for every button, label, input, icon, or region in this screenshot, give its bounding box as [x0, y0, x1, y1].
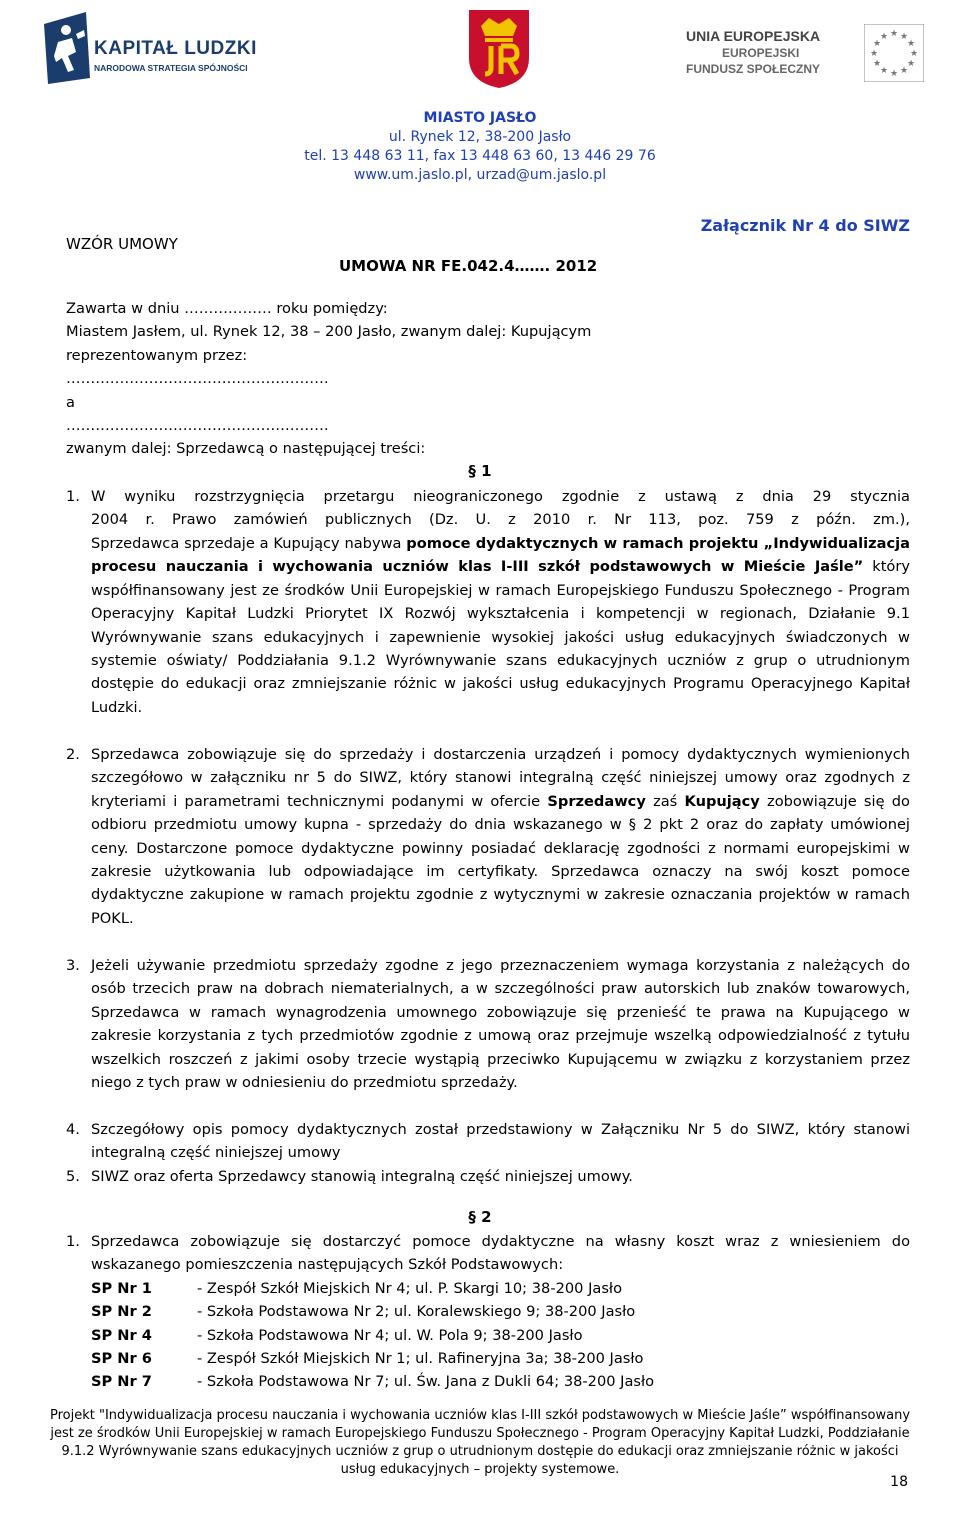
- footer-line-2: jest ze środków Unii Europejskiej w ramach Europejskiego Funduszu Społecznego - Program Operacyjny Kapitał Ludzki, Poddziałanie: [50, 1426, 910, 1441]
- eu-title: UNIA EUROPEJSKA: [686, 28, 821, 44]
- attachment-label: Załącznik Nr 4 do SIWZ: [700, 216, 910, 235]
- svg-text:★: ★: [899, 66, 909, 76]
- svg-text:★: ★: [889, 29, 899, 39]
- eu-logo: [686, 22, 936, 84]
- s1-p1-number: 1.: [66, 488, 80, 505]
- school-code: SP Nr 1: [91, 1280, 152, 1297]
- intro-and: a: [66, 393, 75, 411]
- city-name: MIASTO JASŁO: [423, 110, 537, 126]
- s1-p2-number: 2.: [66, 746, 80, 763]
- intro-dots-2: ………………………………………………: [66, 417, 329, 435]
- city-crest-logo: [467, 8, 531, 90]
- s1-p1-subject: pomoce dydaktycznych w ramach projektu „Indywidualizacja procesu nauczania i wychowania uczniów klas I-III szkół podstawowych w Mieście Jaśle”: [91, 535, 910, 576]
- eu-sub2: FUNDUSZ SPOŁECZNY: [686, 62, 821, 76]
- s1-p1-line-2: 2004 r. Prawo zamówień publicznych (Dz. U. z 2010 r. Nr 113, poz. 759 z późn. zm.),: [91, 511, 910, 528]
- footer-line-4: usług edukacyjnych – projekty systemowe.: [340, 1462, 620, 1477]
- contract-number: UMOWA NR FE.042.4……. 2012: [339, 257, 598, 275]
- crest-icon: [467, 8, 531, 90]
- footer-line-1: Projekt "Indywidualizacja procesu nauczania i wychowania uczniów klas I-III szkół podstawowych w Mieście Jaśle” współfinansowany: [49, 1408, 911, 1423]
- s1-p2-buyer: Kupujący: [684, 792, 760, 810]
- school-desc: - Zespół Szkół Miejskich Nr 1; ul. Rafineryjna 3a; 38-200 Jasło: [197, 1350, 644, 1367]
- city-web: www.um.jaslo.pl, urzad@um.jaslo.pl: [353, 167, 607, 183]
- letterhead: [0, 109, 960, 185]
- footer-note: [0, 1407, 960, 1479]
- intro: [66, 297, 906, 461]
- s1-p1-body: [91, 532, 910, 719]
- kapital-ludzki-emblem-icon: [38, 12, 98, 84]
- school-row: [91, 1370, 654, 1393]
- school-desc: - Szkoła Podstawowa Nr 7; ul. Św. Jana z Dukli 64; 38-200 Jasło: [197, 1373, 655, 1390]
- svg-text:★: ★: [906, 59, 916, 69]
- footer-line-3: 9.1.2 Wyrównywanie szans edukacyjnych uczniów z grup o utrudnionym dostępie do edukacji oraz zmniejszanie różnic w jakości: [61, 1444, 899, 1459]
- section-2-title: § 2: [468, 1208, 492, 1226]
- intro-line-4: zwanym dalej: Sprzedawcą o następującej treści:: [66, 440, 426, 458]
- svg-text:★: ★: [899, 32, 909, 42]
- eu-sub1: EUROPEJSKI: [722, 46, 800, 60]
- school-row: [91, 1324, 583, 1347]
- svg-text:★: ★: [909, 49, 919, 59]
- kapital-ludzki-logo: [38, 12, 288, 84]
- svg-text:★: ★: [879, 66, 889, 76]
- school-row: [91, 1300, 635, 1323]
- svg-text:★: ★: [869, 49, 879, 59]
- s1-p4-number: 4.: [66, 1121, 80, 1138]
- page-number: 18: [890, 1474, 908, 1490]
- school-desc: - Szkoła Podstawowa Nr 4; ul. W. Pola 9; 38-200 Jasło: [197, 1327, 583, 1344]
- svg-text:★: ★: [872, 39, 882, 49]
- template-label: WZÓR UMOWY: [66, 235, 178, 253]
- eu-stars-icon: [864, 24, 924, 82]
- s1-p4-body: Szczegółowy opis pomocy dydaktycznych został przedstawiony w Załączniku Nr 5 do SIWZ, który stanowi integralną część niniejszej umowy: [91, 1121, 910, 1162]
- intro-line-1: Zawarta w dniu ……………… roku pomiędzy:: [66, 300, 388, 317]
- school-code: SP Nr 2: [91, 1303, 152, 1320]
- svg-text:★: ★: [906, 39, 916, 49]
- school-desc: - Szkoła Podstawowa Nr 2; ul. Koralewskiego 9; 38-200 Jasło: [197, 1303, 636, 1320]
- s1-p2-text-c: zaś: [645, 792, 685, 810]
- svg-text:★: ★: [872, 59, 882, 69]
- intro-line-2: Miastem Jasłem, ul. Rynek 12, 38 – 200 Jasło, zwanym dalej: Kupującym: [66, 323, 592, 341]
- s1-p2-body: [91, 743, 910, 930]
- city-phones: tel. 13 448 63 11, fax 13 448 63 60, 13 446 29 76: [304, 148, 656, 164]
- school-code: SP Nr 6: [91, 1350, 152, 1367]
- intro-line-3: reprezentowanym przez:: [66, 346, 248, 364]
- s1-p2-text-e: zobowiązuje się do odbioru przedmiotu umowy kupna - sprzedaży do dnia wskazanego w § 2 pkt 2 oraz do zapłaty umówionej ceny. Dostarczone pomoce dydaktyczne powinny posiadać deklarację zgodności z normami europejskimi w zakresie użytkowania lub odpowiadające im certyfikaty. Sprzedawca oznaczy na swój koszt pomoce dydaktyczne zakupione w ramach projektu zgodnie z wytycznymi w zakresie oznaczania projektów w ramach POKL.: [91, 792, 910, 927]
- city-address: ul. Rynek 12, 38-200 Jasło: [388, 129, 572, 145]
- s1-p2-seller: Sprzedawcy: [547, 792, 646, 810]
- svg-text:★: ★: [879, 32, 889, 42]
- s1-p5-number: 5.: [66, 1168, 80, 1185]
- s2-p1-number: 1.: [66, 1233, 80, 1250]
- s1-p3-number: 3.: [66, 957, 80, 974]
- svg-text:★: ★: [889, 69, 899, 79]
- intro-dots-1: ………………………………………………: [66, 370, 329, 388]
- s1-p1-text-c: który współfinansowany jest ze środków Unii Europejskiej w ramach Europejskiego Funduszu Społecznego - Program Operacyjny Kapitał Ludzki Priorytet IX Rozwój wykształcenia i kompetencji w regionach, Działanie 9.1 Wyrównywanie szans edukacyjnych i zapewnienie wysokiej jakości usług edukacyjnych świadczonych w systemie oświaty/ Poddziałania 9.1.2 Wyrównywanie szans edukacyjnych uczniów z grup o utrudnionym dostępie do edukacji oraz zmniejszanie różnic w jakości usług edukacyjnych Programu Operacyjnego Kapitał Ludzki.: [91, 558, 910, 716]
- school-code: SP Nr 7: [91, 1373, 152, 1390]
- s1-p1-line-1: W wyniku rozstrzygnięcia przetargu nieograniczonego zgodnie z ustawą z dnia 29 stycznia: [91, 488, 910, 505]
- kapital-ludzki-subtitle: NARODOWA STRATEGIA SPÓJNOŚCI: [94, 63, 248, 73]
- s1-p3-body: Jeżeli używanie przedmiotu sprzedaży zgodne z jego przeznaczeniem wymaga korzystania z należących do osób trzecich praw na dobrach niematerialnych, a w szczególności praw autorskich lub znaków towarowych, Sprzedawca w ramach wynagrodzenia umownego zobowiązuje się przenieść te prawa na Kupującego w zakresie korzystania z tych przedmiotów zgodnie z umową oraz przejmuje wszelką odpowiedzialność z tytułu wszelkich roszczeń z jakimi osoby trzecie wystąpią przeciwko Kupującemu w związku z korzystaniem przez niego z tych praw w odniesieniu do przedmiotu sprzedaży.: [91, 957, 910, 1092]
- s2-p1-body: Sprzedawca zobowiązuje się dostarczyć pomoce dydaktyczne na własny koszt wraz z wniesieniem do wskazanego pomieszczenia następujących Szkół Podstawowych:: [91, 1233, 910, 1274]
- school-row: [91, 1277, 622, 1300]
- s1-p1-text-a: Sprzedawca sprzedaje a Kupujący nabywa: [91, 535, 407, 552]
- section-1-title: § 1: [468, 462, 492, 480]
- s1-p5-body: SIWZ oraz oferta Sprzedawcy stanowią integralną część niniejszej umowy.: [91, 1168, 633, 1185]
- s1-p2-text-a: Sprzedawca zobowiązuje się do sprzedaży i dostarczenia urządzeń i pomocy dydaktycznych wymienionych szczegółowo w załączniku nr 5 do SIWZ, który stanowi integralną część niniejszej umowy oraz zgodnych z kryteriami i parametrami technicznymi podanymi w ofercie: [91, 746, 910, 810]
- school-code: SP Nr 4: [91, 1327, 152, 1344]
- kapital-ludzki-title: KAPITAŁ LUDZKI: [94, 38, 257, 59]
- school-desc: - Zespół Szkół Miejskich Nr 4; ul. P. Skargi 10; 38-200 Jasło: [197, 1280, 622, 1297]
- school-row: [91, 1347, 643, 1370]
